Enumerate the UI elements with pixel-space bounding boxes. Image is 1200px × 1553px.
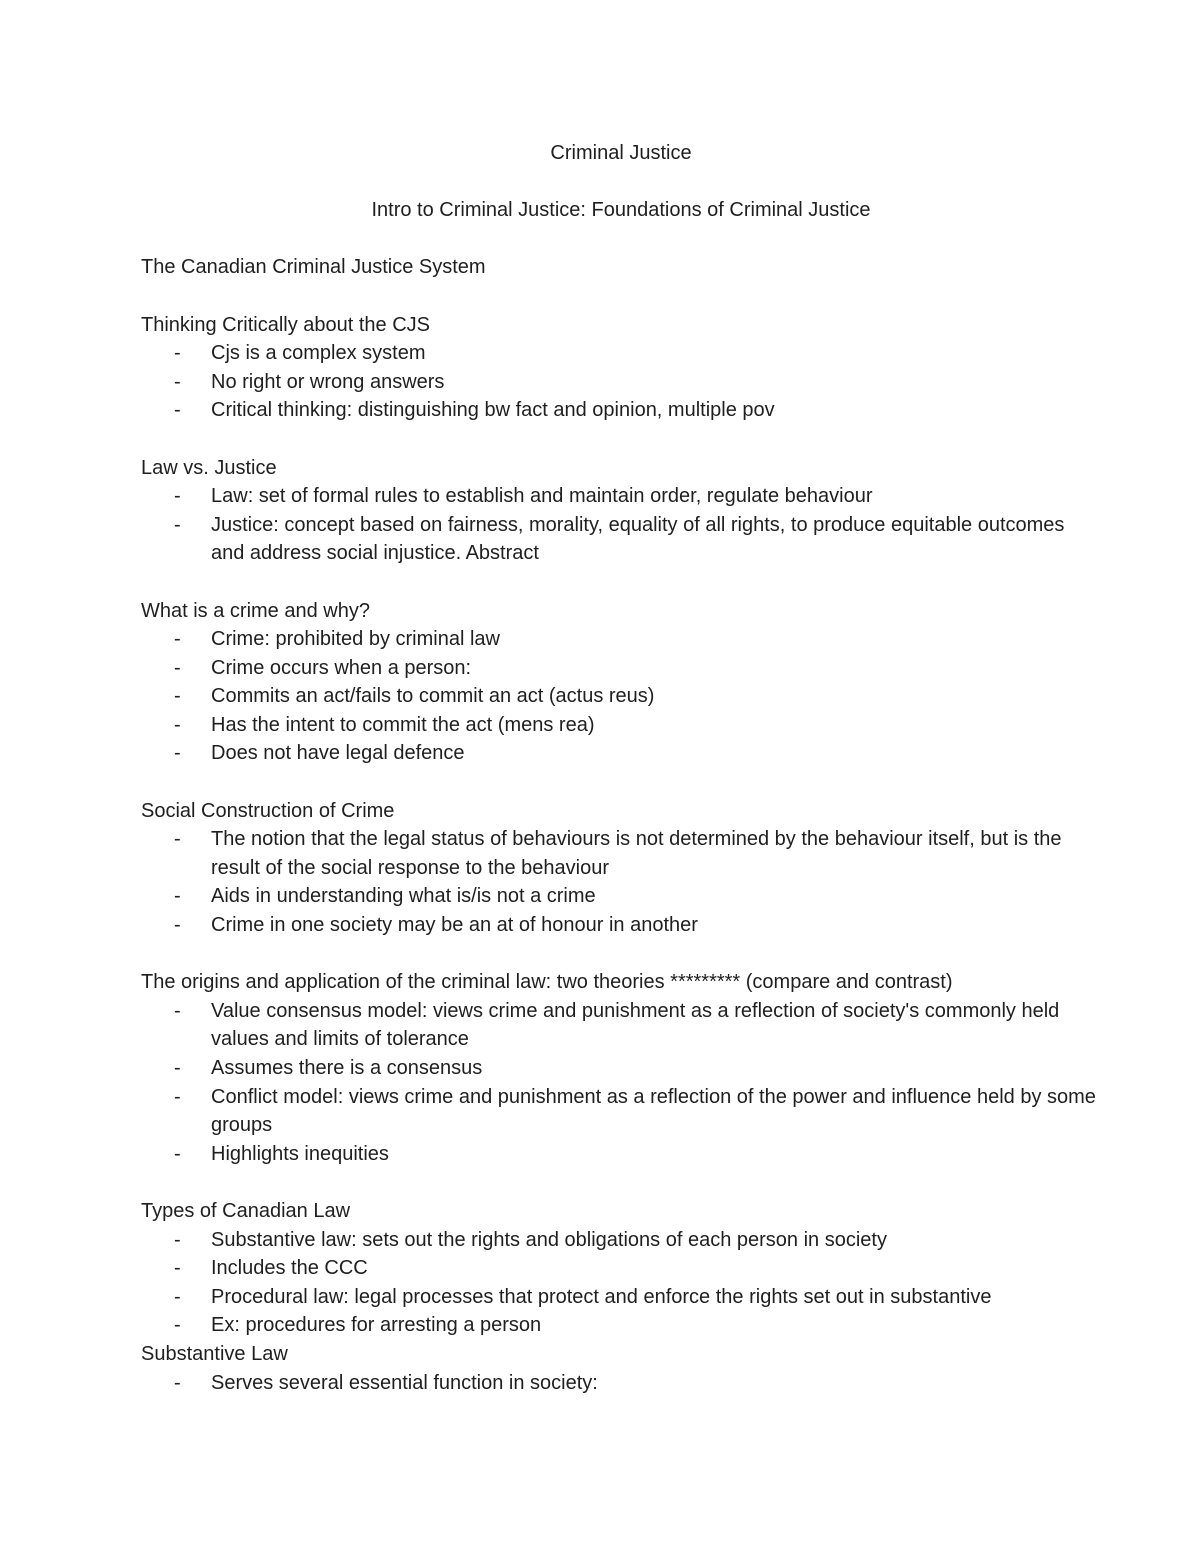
list-item-text: Cjs is a complex system <box>211 342 426 365</box>
list-item-text: Substantive law: sets out the rights and obligations of each person in society <box>211 1228 887 1251</box>
document-title: Criminal Justice <box>550 142 692 164</box>
bullet-dash: - <box>174 914 181 937</box>
section-origins-theories <box>141 968 1101 1168</box>
document-page <box>141 139 1101 1397</box>
list-item-text: Commits an act/fails to commit an act (actus reus) <box>211 685 655 708</box>
section-heading: Social Construction of Crime <box>141 799 395 822</box>
bullet-dash: - <box>174 1314 181 1337</box>
system-heading: The Canadian Criminal Justice System <box>141 256 486 279</box>
list-item-text: Critical thinking: distinguishing bw fact and opinion, multiple pov <box>211 399 775 422</box>
bullet-dash: - <box>174 828 181 851</box>
bullet-dash: - <box>174 685 181 708</box>
list-item-text: Highlights inequities <box>211 1142 389 1165</box>
list-item <box>141 711 1101 740</box>
list-item-text: Law: set of formal rules to establish and maintain order, regulate behaviour <box>211 485 873 508</box>
list-item <box>141 1254 1101 1283</box>
section-law-vs-justice <box>141 454 1101 568</box>
list-item-text: Includes the CCC <box>211 1257 368 1280</box>
bullet-dash: - <box>174 999 181 1022</box>
list-item-text: Does not have legal defence <box>211 742 465 765</box>
bullet-dash: - <box>174 656 181 679</box>
bullet-dash: - <box>174 485 181 508</box>
list-item <box>141 1083 1101 1140</box>
section-heading: Substantive Law <box>141 1342 288 1365</box>
list-item-text: Aids in understanding what is/is not a crime <box>211 885 596 908</box>
list-item <box>141 339 1101 368</box>
bullet-dash: - <box>174 1257 181 1280</box>
list-item <box>141 1369 1101 1398</box>
list-item <box>141 396 1101 425</box>
section-heading: What is a crime and why? <box>141 599 370 622</box>
list-item <box>141 882 1101 911</box>
bullet-dash: - <box>174 1085 181 1108</box>
bullet-dash: - <box>174 1285 181 1308</box>
list-item <box>141 625 1101 654</box>
list-item <box>141 368 1101 397</box>
bullet-dash: - <box>174 370 181 393</box>
list-item-text: Ex: procedures for arresting a person <box>211 1314 542 1337</box>
list-item <box>141 1283 1101 1312</box>
section-types-of-law <box>141 1197 1101 1340</box>
list-item-text: Assumes there is a consensus <box>211 1057 483 1079</box>
list-item <box>141 1226 1101 1255</box>
list-item <box>141 911 1101 940</box>
section-social-construction <box>141 797 1101 940</box>
list-item <box>141 682 1101 711</box>
list-item-text: No right or wrong answers <box>211 370 445 393</box>
bullet-dash: - <box>174 1057 181 1079</box>
section-what-is-crime <box>141 597 1101 769</box>
list-item-text: Has the intent to commit the act (mens rea) <box>211 713 595 736</box>
bullet-dash: - <box>174 1371 181 1394</box>
list-item <box>141 1140 1101 1169</box>
list-item <box>141 511 1101 568</box>
section-heading: The origins and application of the criminal law: two theories ********* (compare and contrast) <box>141 971 953 994</box>
bullet-dash: - <box>174 342 181 365</box>
section-heading: Law vs. Justice <box>141 456 277 479</box>
document-subtitle: Intro to Criminal Justice: Foundations of Criminal Justice <box>371 199 871 222</box>
list-item <box>141 1054 1101 1083</box>
bullet-dash: - <box>174 399 181 422</box>
section-heading: Thinking Critically about the CJS <box>141 313 431 336</box>
section-substantive-law <box>141 1340 1101 1397</box>
bullet-dash: - <box>174 513 181 536</box>
bullet-dash: - <box>174 885 181 908</box>
list-item-text: Value consensus model: views crime and punishment as a reflection of society's commonly held values and limits of tolerance <box>211 999 1060 1051</box>
list-item <box>141 1311 1101 1340</box>
bullet-dash: - <box>174 742 181 765</box>
section-thinking-critically <box>141 311 1101 425</box>
bullet-dash: - <box>174 713 181 736</box>
list-item-text: Conflict model: views crime and punishment as a reflection of the power and influence held by some groups <box>211 1085 1096 1137</box>
list-item <box>141 739 1101 768</box>
list-item-text: Procedural law: legal processes that protect and enforce the rights set out in substantive <box>211 1285 992 1308</box>
list-item-text: Serves several essential function in society: <box>211 1371 598 1394</box>
section-heading: Types of Canadian Law <box>141 1199 351 1222</box>
list-item <box>141 654 1101 683</box>
list-item <box>141 997 1101 1054</box>
list-item-text: Crime occurs when a person: <box>211 656 472 679</box>
list-item <box>141 482 1101 511</box>
list-item-text: Crime in one society may be an at of honour in another <box>211 914 698 937</box>
bullet-dash: - <box>174 1228 181 1251</box>
bullet-dash: - <box>174 1142 181 1165</box>
list-item <box>141 825 1101 882</box>
list-item-text: Crime: prohibited by criminal law <box>211 628 500 651</box>
list-item-text: Justice: concept based on fairness, morality, equality of all rights, to produce equitable outcomes and address social injustice. Abstract <box>211 513 1065 565</box>
list-item-text: The notion that the legal status of behaviours is not determined by the behaviour itself, but is the result of the social response to the behaviour <box>211 828 1062 879</box>
bullet-dash: - <box>174 628 181 651</box>
